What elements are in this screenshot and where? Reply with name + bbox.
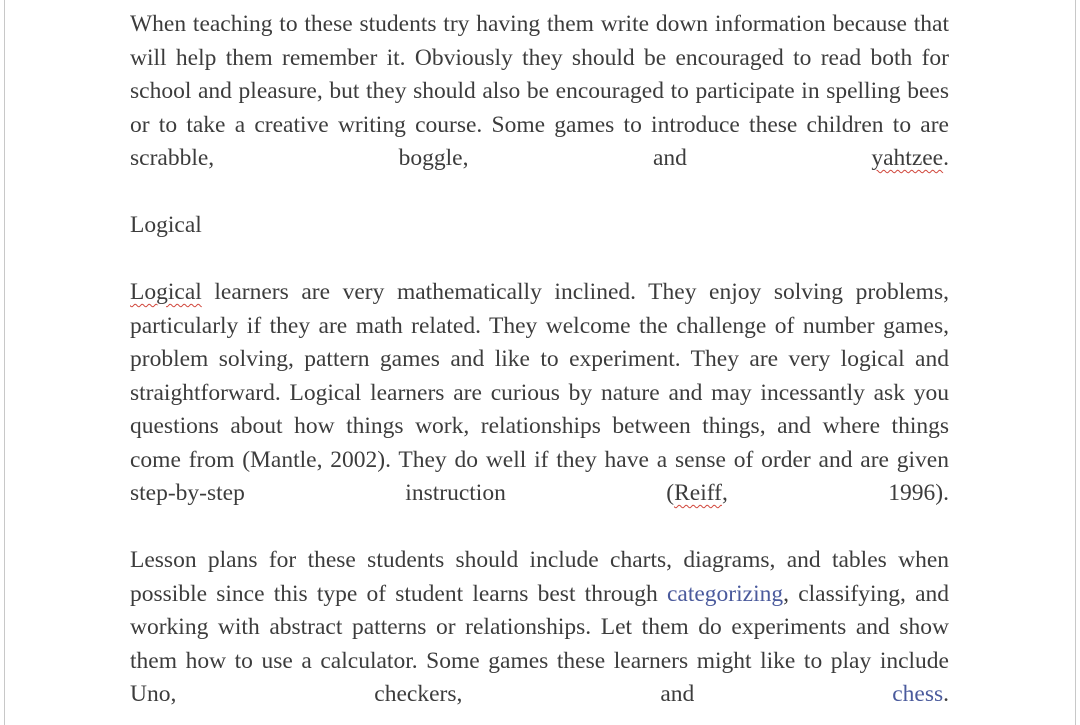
paragraph-text: When teaching to these students try having them write down information because that will help them remember it. Obviously they should be encouraged to read both for school and pleasure, but they should also be encouraged to participate in spelling bees or to take a creative writing course. Some games to introduce these children to are scrabble, boggle, and xyxy=(130,11,949,171)
link-chess[interactable]: chess xyxy=(892,681,944,707)
heading-logical: Logical xyxy=(130,212,202,238)
paragraph-text: , classifying, and working with abstract patterns or relationships. Let them do experiments and show them how to use a calculator. Some games these learners might like to play include Uno, checkers, and xyxy=(130,580,950,707)
paragraph-verbal-learners xyxy=(130,8,949,176)
paragraph-logical-learners xyxy=(130,276,949,511)
document-body[interactable] xyxy=(130,8,949,712)
page-border-right xyxy=(1075,0,1076,725)
blank-line xyxy=(130,511,949,545)
paragraph-end: . xyxy=(943,145,949,171)
page-border-left xyxy=(4,0,5,725)
misspelled-word-reiff[interactable]: Reiff xyxy=(674,480,722,506)
link-categorizing[interactable]: categorizing xyxy=(666,580,784,607)
paragraph-text: learners are very mathematically inclined. They enjoy solving problems, particularly if they are math related. They welcome the challenge of number games, problem solving, pattern games and like to experiment. They are very logical and straightforward. Logical learners are curious by nature and may incessantly ask you questions about how things work, relationships between things, and where things come from (Mantle, 2002). They do well if they have a sense of order and are given step-by-step instruction ( xyxy=(130,279,949,506)
misspelled-word-logical[interactable]: Logical xyxy=(130,279,202,305)
paragraph-text: Lesson plans for these students should include charts, diagrams, and tables when possible since this type of student learns best through xyxy=(130,547,949,607)
blank-line xyxy=(130,176,949,210)
misspelled-word-yahtzee[interactable]: yahtzee xyxy=(871,145,944,171)
paragraph-end: , 1996). xyxy=(721,480,949,506)
paragraph-end: . xyxy=(943,681,949,707)
paragraph-lesson-plans xyxy=(130,544,949,712)
blank-line xyxy=(130,243,949,277)
